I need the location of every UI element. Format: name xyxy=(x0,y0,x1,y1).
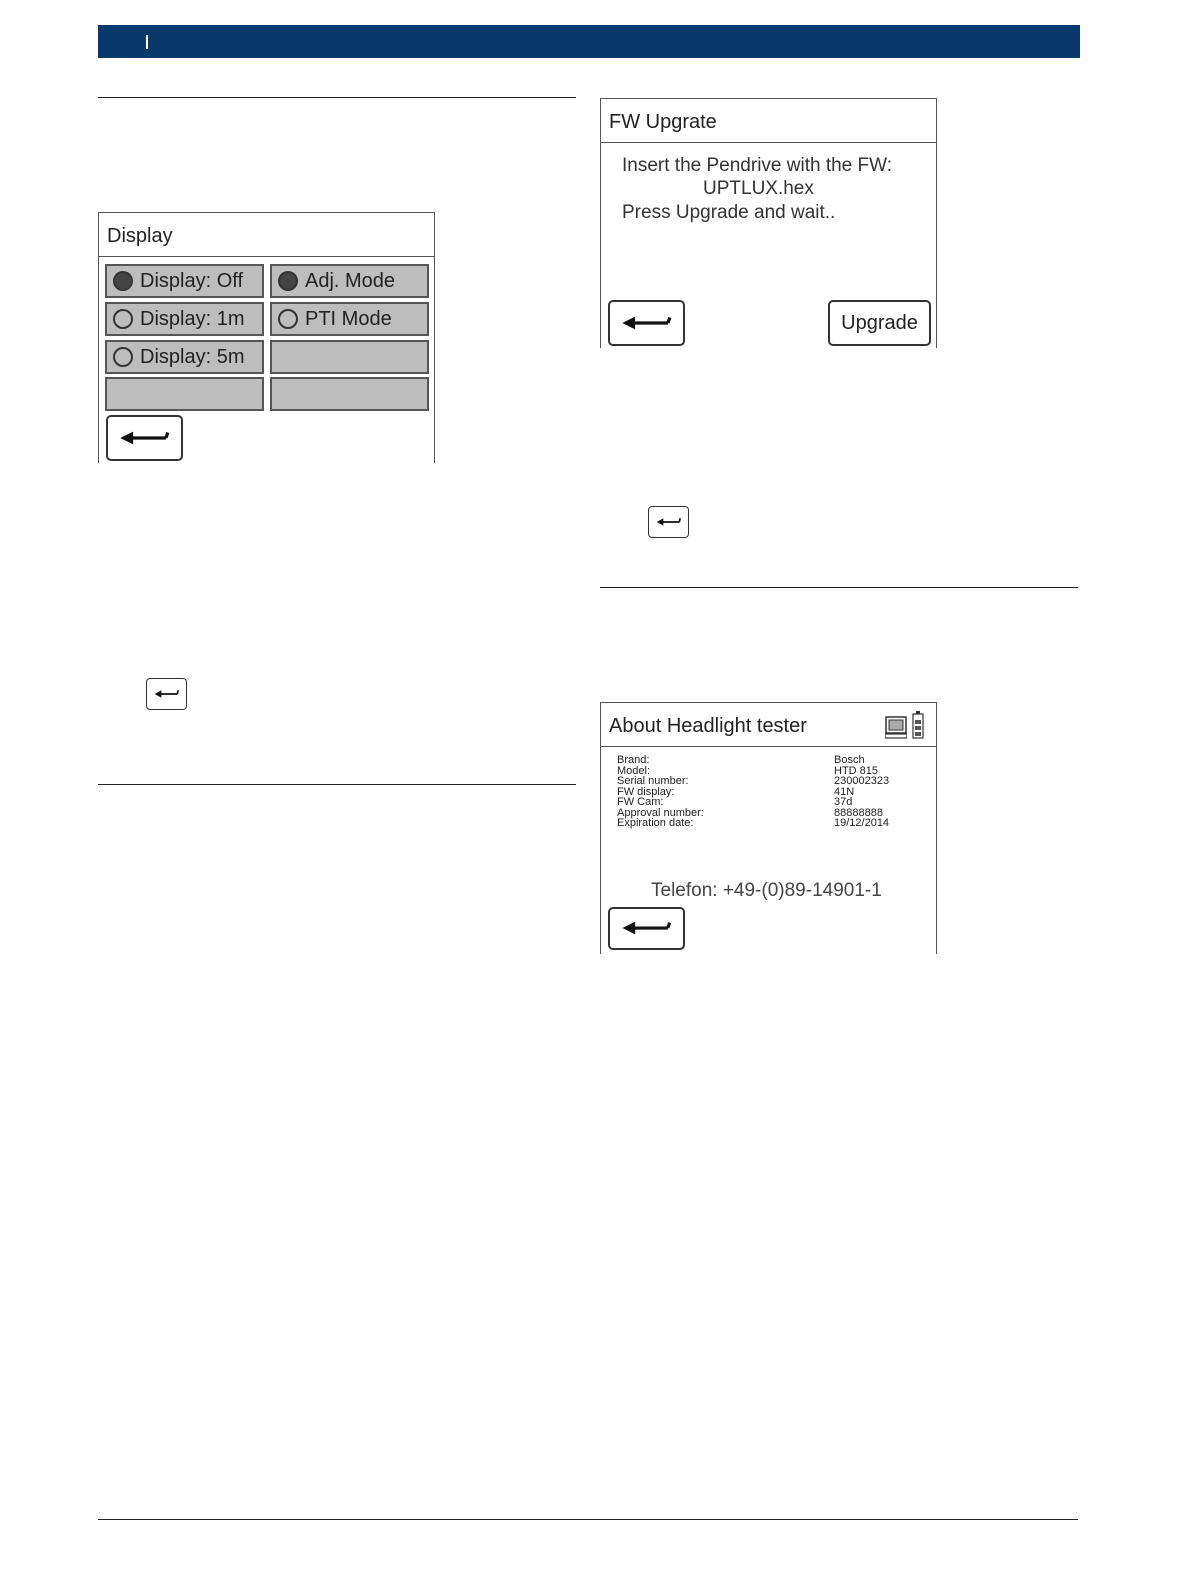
support-phone: Telefon: +49-(0)89-14901-1 xyxy=(651,880,882,901)
info-label: Model: xyxy=(617,764,651,777)
return-arrow-icon xyxy=(610,909,683,948)
info-value: 19/12/2014 xyxy=(834,817,890,829)
info-label: Brand: xyxy=(617,754,650,766)
option-display-off[interactable]: Display: Off xyxy=(105,264,264,298)
option-adj-mode[interactable]: Adj. Mode xyxy=(270,264,429,298)
section-rule-top-left xyxy=(98,97,576,98)
about-screen xyxy=(600,702,937,954)
battery-icon xyxy=(912,711,924,739)
info-label: FW display: xyxy=(617,785,675,798)
radio-unselected-icon xyxy=(278,309,298,329)
option-empty[interactable] xyxy=(270,377,429,411)
info-label: Serial number: xyxy=(617,775,689,787)
radio-selected-icon xyxy=(113,271,133,291)
fw-upgrade-screen xyxy=(600,98,937,348)
display-screen-title: Display xyxy=(99,213,434,257)
back-button[interactable] xyxy=(608,300,685,346)
section-rule-bottom-left xyxy=(98,784,576,785)
fw-filename: UPTLUX.hex xyxy=(703,178,814,199)
return-arrow-icon xyxy=(610,302,683,344)
fw-screen-title: FW Upgrate xyxy=(601,99,936,143)
footer-rule xyxy=(98,1519,1078,1520)
upgrade-button[interactable]: Upgrade xyxy=(828,300,931,346)
option-display-5m[interactable]: Display: 5m xyxy=(105,340,264,374)
back-button[interactable] xyxy=(106,415,183,461)
fw-wait-line: Press Upgrade and wait.. xyxy=(622,202,836,223)
header-bar xyxy=(98,25,1080,58)
pc-connection-icon xyxy=(885,715,907,739)
info-value: 37d xyxy=(834,796,853,808)
info-label: FW Cam: xyxy=(617,796,664,808)
enter-key-icon xyxy=(648,506,689,538)
radio-unselected-icon xyxy=(113,347,133,367)
info-label: Approval number: xyxy=(617,806,704,819)
section-rule-right xyxy=(600,587,1078,588)
fw-instruction-line: Insert the Pendrive with the FW: xyxy=(622,155,892,176)
return-arrow-icon xyxy=(108,417,181,459)
radio-unselected-icon xyxy=(113,309,133,329)
info-value: 41N xyxy=(834,785,855,798)
radio-selected-icon xyxy=(278,271,298,291)
option-pti-mode[interactable]: PTI Mode xyxy=(270,302,429,336)
back-button[interactable] xyxy=(608,907,685,950)
option-empty[interactable] xyxy=(105,377,264,411)
enter-key-icon xyxy=(146,678,187,710)
option-display-1m[interactable]: Display: 1m xyxy=(105,302,264,336)
info-label: Expiration date: xyxy=(617,817,694,829)
header-separator xyxy=(146,35,148,49)
info-value: 88888888 xyxy=(834,806,883,819)
info-value: 230002323 xyxy=(834,775,890,787)
info-value: HTD 815 xyxy=(834,764,879,777)
option-empty[interactable] xyxy=(270,340,429,374)
about-screen-title: About Headlight tester xyxy=(601,703,936,747)
info-value: Bosch xyxy=(834,754,865,766)
display-screen xyxy=(98,212,435,463)
